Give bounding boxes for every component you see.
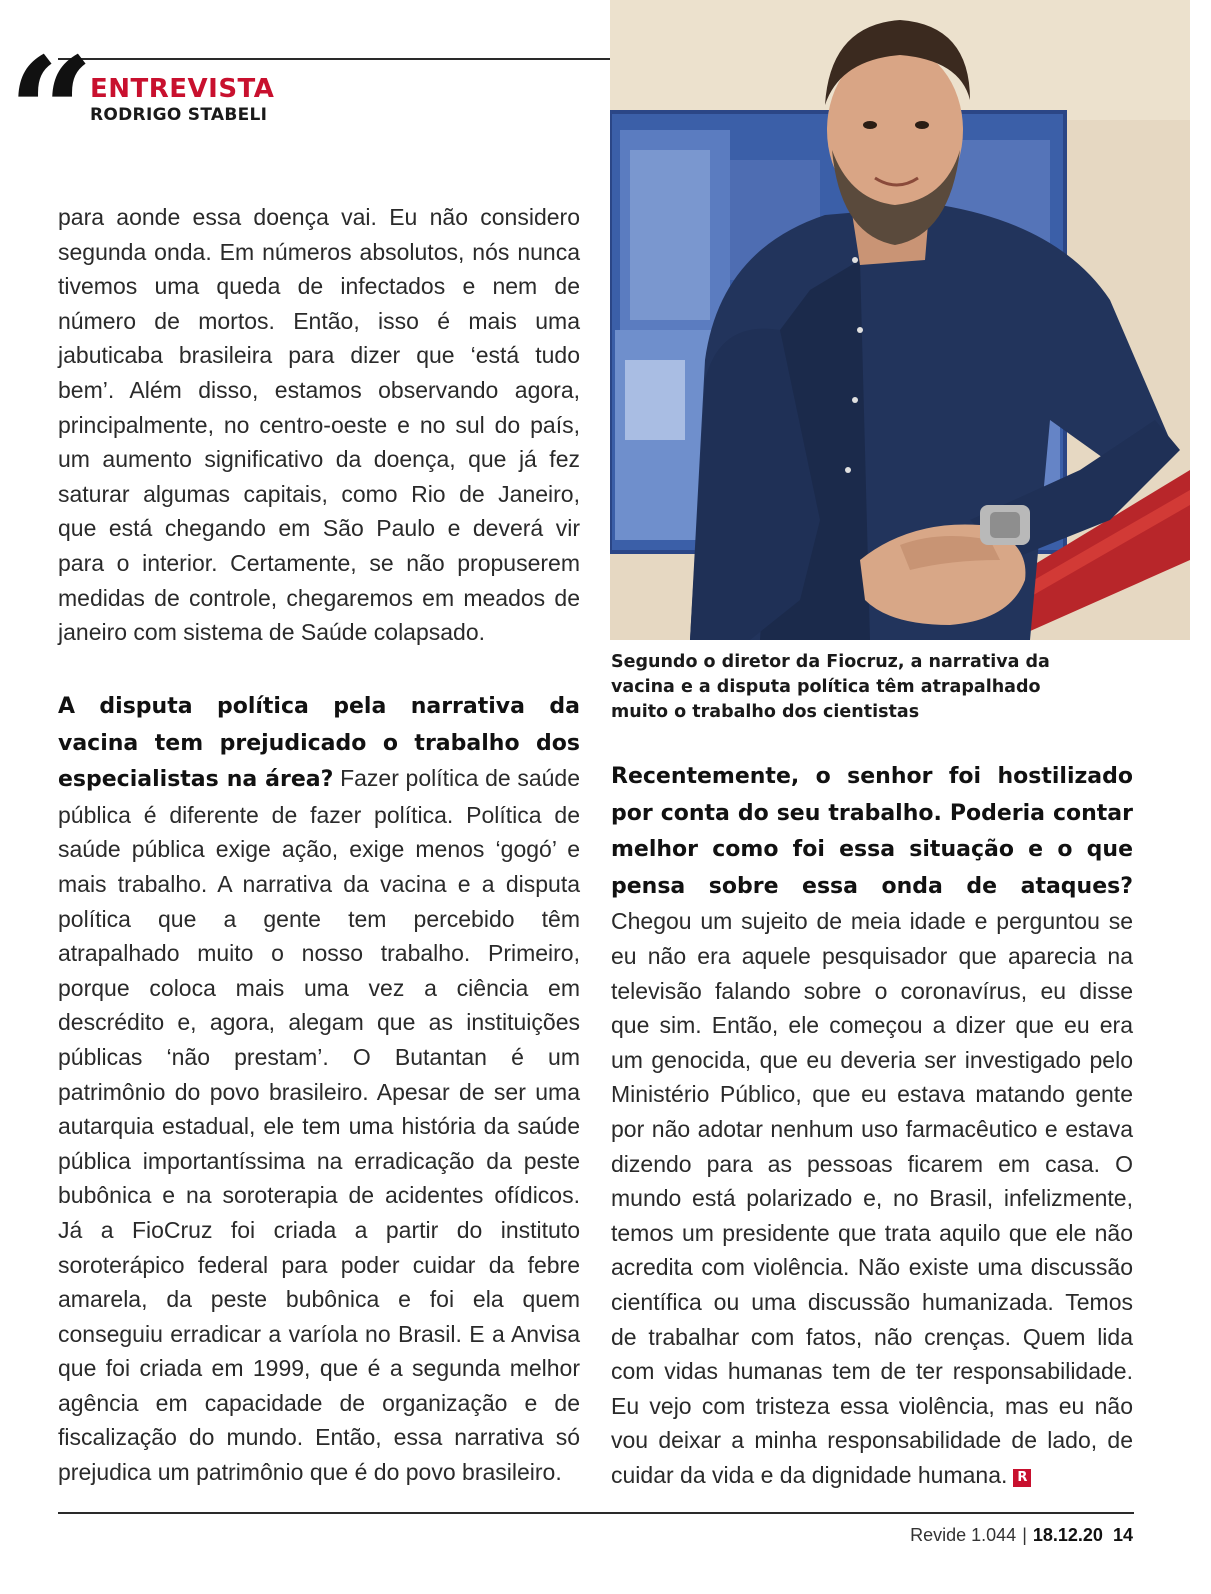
qa-block-2 <box>611 758 1133 1492</box>
bottom-rule <box>58 1512 1134 1514</box>
answer-2: Chegou um sujeito de meia idade e perguntou se eu não era aquele pesquisador que aparecia na televisão falando sobre o coronavírus, eu disse que sim. Então, ele começou a dizer que eu era um genocida, que eu deveria ser investigado pelo Ministério Público, que eu estava matando gente por não adotar nenhum uso farmacêutico e estava dizendo para as pessoas ficarem em casa. O mundo está polarizado e, no Brasil, infelizmente, temos um presidente que trata aquilo que ele não acredita com violência. Não existe uma discussão científica ou uma discussão humanizada. Temos de trabalhar com fatos, não crenças. Quem lida com vidas humanas tem de ter responsabilidade. Eu vejo com tristeza essa violência, mas eu não vou deixar a minha responsabilidade de lado, de cuidar da vida e da dignidade humana. <box>611 908 1133 1488</box>
interviewee-name: RODRIGO STABELI <box>90 105 268 125</box>
quote-mark-icon: “ <box>8 25 95 201</box>
page-footer <box>910 1524 1133 1546</box>
top-rule <box>58 58 614 60</box>
article-column-left-top <box>58 200 580 650</box>
question-1: A disputa política pela narrativa da vacina tem prejudicado o trabalho dos especialistas na área? <box>58 694 580 793</box>
answer-1: Fazer política de saúde pública é diferente de fazer política. Política de saúde pública exige ação, exige menos ‘gogó’ e mais trabalho. A narrativa da vacina e a disputa política que a gente tem percebido têm atrapalhado muito o nosso trabalho. Primeiro, porque coloca mais uma vez a ciência em descrédito e, agora, alegam que as instituições públicas ‘não prestam’. O Butantan é um patrimônio do povo brasileiro. Apesar de ser uma autarquia estadual, ele tem uma história da saúde pública importantíssima na erradicação da peste bubônica e na soroterapia de acidentes ofídicos. Já a FioCruz foi criada a partir do instituto soroterápico federal para poder cuidar da febre amarela, da peste bubônica e foi ela quem conseguiu erradicar a varíola no Brasil. E a Anvisa que foi criada em 1999, que é a segunda melhor agência em capacidade de organização e de fiscalização do mundo. Então, essa narrativa só prejudica um patrimônio que é do povo brasileiro. <box>58 765 581 1486</box>
end-mark-icon: R <box>1013 1469 1031 1487</box>
question-2: Recentemente, o senhor foi hostilizado por conta do seu trabalho. Poderia contar melhor como foi essa situação e o que pensa sobre essa onda de ataques? <box>611 764 1133 899</box>
article-column-right <box>611 758 1133 1492</box>
article-paragraph: para aonde essa doença vai. Eu não considero segunda onda. Em números absolutos, nós nunca tivemos uma queda de infectados e nem de número de mortos. Então, isso é mais uma jabuticaba brasileira para dizer que ‘está tudo bem’. Além disso, estamos observando agora, principalmente, no centro-oeste e no sul do país, um aumento significativo da doença, que já fez saturar algumas capitais, como Rio de Janeiro, que está chegando em São Paulo e deverá vir para o interior. Certamente, se não propuserem medidas de controle, chegaremos em meados de janeiro com sistema de Saúde colapsado. <box>58 204 580 646</box>
qa-block-1 <box>58 688 580 1490</box>
publication-issue: Revide 1.044 <box>910 1525 1017 1545</box>
portrait-photo <box>610 0 1190 640</box>
issue-date: 18.12.20 <box>1032 1525 1103 1545</box>
photo-caption: Segundo o diretor da Fiocruz, a narrativa da vacina e a disputa política têm atrapalhado muito o trabalho dos cientistas <box>611 652 1050 722</box>
page-number: 14 <box>1112 1525 1133 1545</box>
section-label: ENTREVISTA <box>90 74 275 104</box>
article-column-left-bottom <box>58 688 580 1490</box>
footer-separator: | <box>1022 1525 1027 1545</box>
